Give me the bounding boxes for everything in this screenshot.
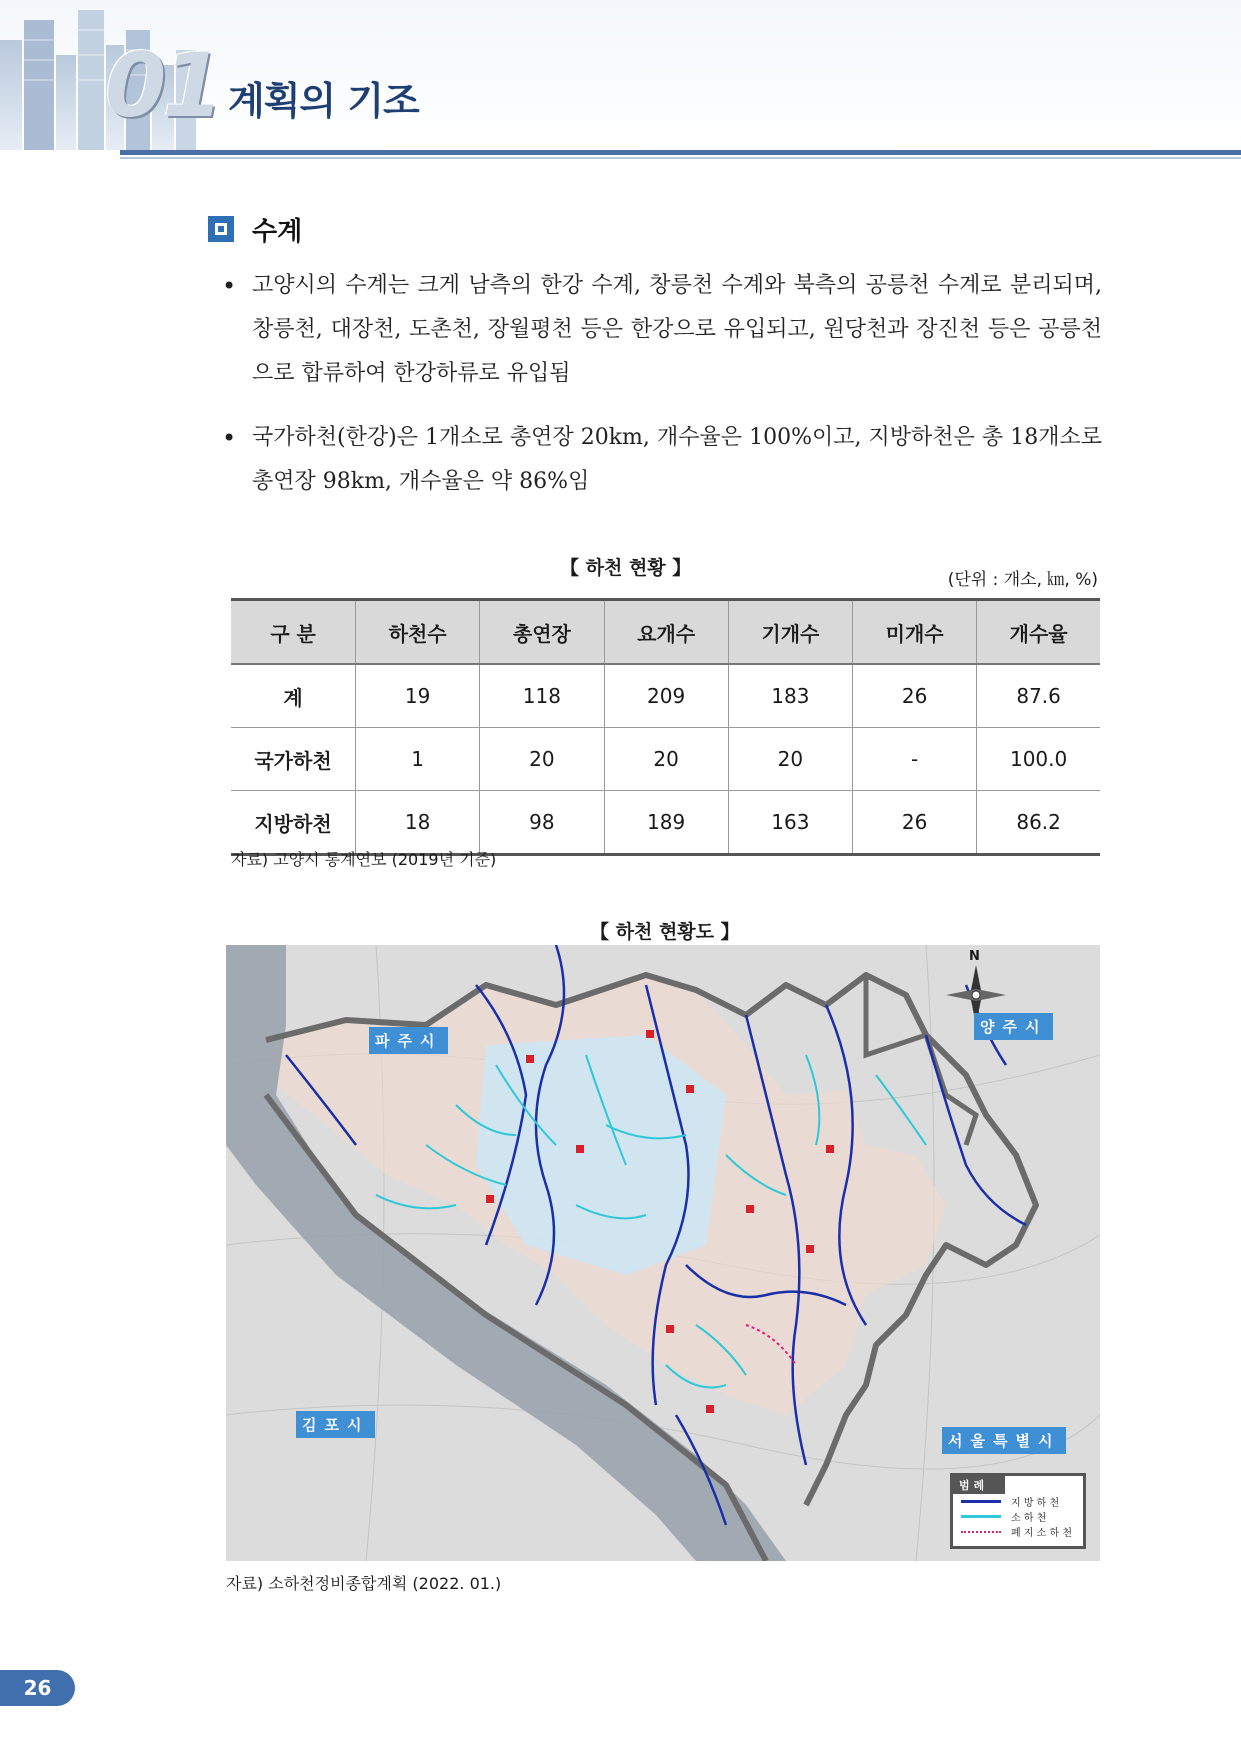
table-cell: 100.0 <box>977 728 1100 791</box>
table-cell: 국가하천 <box>231 728 356 791</box>
page-number: 26 <box>0 1670 75 1706</box>
table-row <box>231 664 1100 728</box>
legend-swatch-abolished <box>961 1531 1001 1533</box>
table-source: 자료) 고양시 통계연보 (2019년 기준) <box>231 850 497 869</box>
legend-row <box>953 1509 1083 1524</box>
table-cell: 계 <box>231 664 356 728</box>
legend-row <box>953 1494 1083 1509</box>
map-canvas <box>226 945 1100 1561</box>
city-label-seoul: 서울특별시 <box>942 1427 1066 1454</box>
bullet-item: • 고양시의 수계는 크게 남측의 한강 수계, 창릉천 수계와 북측의 공릉천 수계로 분리되며, 창릉천, 대장천, 도촌천, 장월평천 등은 한강으로 유입되고, 원당천과 장진천 등은 공릉천으로 합류하여 한강하류로 유입됨 <box>222 264 1102 396</box>
legend-swatch-local <box>961 1500 1001 1503</box>
header-rule-thin <box>120 157 1241 159</box>
table-title: 【 하천 현황 】 <box>560 557 692 579</box>
city-label-yangju: 양주시 <box>974 1013 1053 1040</box>
table-unit: (단위 : 개소, ㎞, %) <box>947 570 1098 590</box>
table-header-cell: 총연장 <box>480 600 604 665</box>
table-cell: 209 <box>604 664 728 728</box>
table-cell: - <box>853 728 977 791</box>
table-cell: 87.6 <box>977 664 1100 728</box>
table-cell: 86.2 <box>977 791 1100 855</box>
legend-label: 소 하 천 <box>1011 1513 1047 1524</box>
city-label-paju: 파주시 <box>369 1027 448 1054</box>
compass-north-label: N <box>969 949 980 964</box>
table-header-cell: 구 분 <box>231 600 356 665</box>
table-row <box>231 791 1100 855</box>
section-heading <box>208 212 302 246</box>
table-cell: 26 <box>853 791 977 855</box>
map-title: 【 하천 현황도 】 <box>590 921 740 943</box>
table-cell: 18 <box>356 791 480 855</box>
chapter-title: 계획의 기조 <box>228 79 419 123</box>
table-cell: 20 <box>728 728 852 791</box>
river-status-table <box>231 598 1100 856</box>
table-header-cell: 개수율 <box>977 600 1100 665</box>
table-header-cell: 미개수 <box>853 600 977 665</box>
table-cell: 1 <box>356 728 480 791</box>
table-cell: 지방하천 <box>231 791 356 855</box>
bullet-list <box>222 264 1102 524</box>
table-header-cell: 기개수 <box>728 600 852 665</box>
legend-row <box>953 1524 1083 1539</box>
table-cell: 98 <box>480 791 604 855</box>
legend-label: 폐 지 소 하 천 <box>1011 1528 1073 1539</box>
square-bullet-icon <box>208 216 234 242</box>
table-row <box>231 728 1100 791</box>
map-source: 자료) 소하천정비종합계획 (2022. 01.) <box>226 1574 502 1593</box>
table-header-row <box>231 600 1100 665</box>
page-header <box>0 0 1241 165</box>
section-title: 수계 <box>252 216 303 247</box>
table-cell: 189 <box>604 791 728 855</box>
table-header-cell: 요개수 <box>604 600 728 665</box>
chapter-number: 01 <box>105 34 220 137</box>
legend-title: 범 례 <box>953 1476 1005 1494</box>
table-cell: 183 <box>728 664 852 728</box>
table-cell: 20 <box>480 728 604 791</box>
table-header-cell: 하천수 <box>356 600 480 665</box>
table-cell: 20 <box>604 728 728 791</box>
table-cell: 163 <box>728 791 852 855</box>
map-legend <box>950 1473 1086 1549</box>
table-cell: 118 <box>480 664 604 728</box>
river-map <box>226 945 1100 1561</box>
legend-swatch-small <box>961 1515 1001 1518</box>
table-cell: 26 <box>853 664 977 728</box>
bullet-item: • 국가하천(한강)은 1개소로 총연장 20km, 개수율은 100%이고, 지방하천은 총 18개소로 총연장 98km, 개수율은 약 86%임 <box>222 416 1102 504</box>
city-label-gimpo: 김포시 <box>296 1411 375 1438</box>
legend-label: 지 방 하 천 <box>1011 1498 1060 1509</box>
header-rule <box>120 150 1241 155</box>
table-cell: 19 <box>356 664 480 728</box>
